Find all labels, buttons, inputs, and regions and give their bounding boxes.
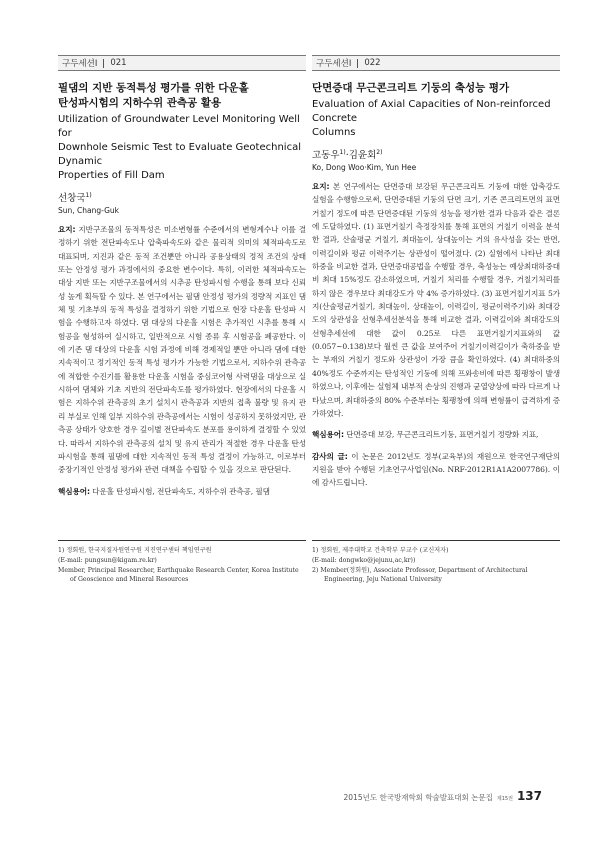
footnote: 2) Member(정회원), Associate Professor, Department of Architectural Engineering, Jeju National University: [312, 567, 528, 583]
author-name: 고동우: [312, 150, 340, 161]
page-number: 137: [516, 789, 542, 803]
title-line: Properties of Fill Dam: [58, 170, 165, 181]
divider: [357, 59, 358, 68]
article-title-ko: [58, 81, 306, 111]
session-tag: [58, 55, 306, 71]
article-title-en: [312, 98, 560, 140]
article-title-ko: [312, 81, 560, 96]
abstract-text: 본 연구에서는 단면증대 보강된 무근콘크리트 기둥에 대한 압축강도 실험을 수행함으로써, 단면증대된 기둥의 단면 크기, 기존 콘크리트면의 표면거칠기 정도에 따른 단면증대된 기둥의 성능을 평가한 결과 다음과 같은 결론에 도달하였다. (1) 표면거칠기 측정장치를 통해 표면의 거칠기 이력을 분석한 결과, 산술평균 거칠기, 최대높이, 상대높이는 거의 유사성을 갖는 반면, 이력길이와 평균 이력주기는 상관성이 떨어졌다. (2) 실험에서 나타난 최대하중을 비교한 결과, 단면증대공법을 수행할 경우, 축성능는 예상최대하중대비 최대 15%정도 감소하였으며, 거칠기 처리를 수행할 경우, 거칠기처리를 하지 않은 경우보다 최대강도가 약 4% 증가하였다. (3) 표면거칠기지표 5가지(산술평균거칠기, 최대높이, 상대높이, 이력길이, 평균이력주기)와 최대강도의 상관성을 선형추세선분석을 통해 비교한 결과, 이력길이와 최대강도의 선형추세선에 대한 값이 0.25로 다른 표면거칠기지표와의 값 (0.057~0.138)보다 월씬 큰 값을 보여주어 거칠기이력길이가 축하중을 받는 부재의 거칠기 정도와 상관성이 가장 큼을 확인하였다. (4) 최대하중의 40%정도 수준까지는 탄성적인 기둥에 의해 프와송비에 따른 횡팽창이 발생하였으나, 이후에는 실험체 내부적 손상의 진행과 균열양상에 따라 다르게 나타났으며, 최대하중의 80% 수준부터는 횡팽창에 의해 변형률이 급격하게 증가하였다.: [312, 182, 560, 418]
footnotes-left: [58, 540, 306, 585]
author-footnote-mark: 2): [376, 148, 383, 156]
proceedings-title: 2015년도 한국방재학회 학술발표대회 논문집: [343, 793, 493, 802]
abstract-text: 지반구조물의 동적특성은 미소변형률 수준에서의 변형계수나 이를 결정하기 위한 전단파속도나 압축파속도와 같은 물리적 의미의 체적파속도로 대표되며, 지진과 같은 동적 조건뿐만 아니라 공용상태의 정적 조건의 상태 또는 안정성 평가 과정에서의 중요한 변수이다. 특히, 이러한 체적파속도는 대상 지반 또는 지반구조물에서의 시추공 탄성파시험 수행을 통해 보다 신뢰성 높게 획득할 수 있다. 본 연구에서는 필댐 안정성 평가의 정량적 지표인 댐체 및 기초부의 동적 특성을 결정하기 위한 기법으로 현장 다운홀 탄성파 시험을 수행하고자 하였다. 댐 대상의 다운홀 시험은 추가적인 시추를 통해 시험공을 형성하여 실시하고, 일반적으로 시험 종류 후 시험공을 폐공한다. 이에 기존 댐 대상의 다운홀 시험 과정에 비해 경제적일 뿐만 아니라 댐에 대한 지속적이고 정기적인 동적 특성 평가가 가능한 기법으로서, 지하수위 관측공에 적합한 수진기를 활용한 다운홀 시험을 중심코어형 사력댐을 대상으로 실시하여 댐체와 기초 지반의 전단파속도를 평가하였다. 현장에서의 다운홀 시험은 지하수위 관측공의 초기 설치시 관측공과 지반의 접촉 불량 및 유지 관리 부실로 인해 일부 지하수위 관측공에서는 시험이 성공하지 못하였지만, 관측공 상태가 양호한 경우 깊이별 전단파속도 분포를 용이하게 결정할 수 있었다. 따라서 지하수위 관측공의 설치 및 유지 관리가 적절한 경우 다운홀 탄성파시험을 통해 필댐에 대한 지속적인 동적 특성 결정이 가능하고, 이로부터 중장기적인 안정성 평가와 관련 대책을 수립할 수 있을 것으로 판단된다.: [58, 225, 306, 475]
author-en: Ko, Dong Woo·Kim, Yun Hee: [312, 163, 417, 172]
abstract: [312, 180, 560, 420]
keywords-label: 핵심용어:: [312, 430, 344, 440]
footnote: 1) 정회원, 제주대학교 건축학부 부교수 (교신저자): [312, 547, 449, 554]
session-number: 022: [364, 58, 381, 68]
title-line: 탄성파시험의 지하수위 관측공 활용: [58, 97, 222, 109]
keywords-label: 핵심용어:: [58, 486, 90, 496]
footnote: (E-mail: dongwko@jejunu,ac,kr)): [312, 557, 416, 564]
footnote: Member, Principal Researcher, Earthquake Research Center, Korea Institute of Geoscience and Mineral Resources: [58, 567, 299, 583]
keywords: [58, 485, 306, 498]
title-line: Evaluation of Axial Capacities of Non-reinforced Concrete: [312, 99, 551, 124]
author-footnote-mark: 1): [85, 191, 92, 199]
session-label: 구두세션Ⅰ: [62, 59, 98, 69]
divider: [103, 59, 104, 68]
abstract-label: 요지:: [58, 225, 76, 234]
acknowledgement: [312, 450, 560, 490]
author-footnote-mark: 1): [339, 148, 346, 156]
session-label: 구두세션Ⅰ: [316, 59, 352, 69]
title-line: Utilization of Groundwater Level Monitoring Well for: [58, 114, 300, 139]
session-tag: [312, 55, 560, 71]
article-title-en: [58, 113, 306, 183]
footnotes-right: [312, 540, 560, 585]
author-ko: [58, 190, 306, 204]
footnote: (E-mail: pungsun@kigam.re.kr): [58, 557, 157, 564]
abstract: [58, 223, 306, 477]
left-article: [58, 55, 306, 498]
page-footer: [344, 789, 543, 803]
author-ko: [312, 147, 560, 161]
keywords-text: 단면증대 보강, 무근콘크리트기둥, 표면거칠기 정량화 지표,: [343, 430, 539, 440]
acknowledgement-text: 이 논문은 2012년도 정부(교육부)의 재원으로 한국연구재단의 지원을 받아 수행된 기초연구사업임(No. NRF-2012R1A1A2007786). 이에 감사드립니다.: [312, 451, 560, 488]
author-name: 선창국: [58, 193, 86, 204]
footnote: 1) 정회원, 한국지질자원연구원 지진연구센터 책임연구원: [58, 547, 212, 554]
acknowledgement-label: 감사의 글:: [312, 451, 348, 461]
keywords: [312, 428, 560, 441]
volume-label: 제15권: [496, 796, 513, 802]
author-name: ·김윤회: [345, 150, 377, 161]
title-line: Columns: [312, 127, 356, 138]
right-article: [312, 55, 560, 490]
keywords-text: 다운홀 탄성파시험, 전단파속도, 지하수위 관측공, 필댐: [89, 486, 270, 496]
session-number: 021: [110, 58, 127, 68]
title-line: 단면증대 무근콘크리트 기둥의 축성능 평가: [312, 82, 510, 94]
title-line: 필댐의 지반 동적특성 평가를 위한 다운홀: [58, 82, 249, 94]
abstract-label: 요지:: [312, 182, 330, 191]
author-en: Sun, Chang-Guk: [58, 206, 120, 215]
title-line: Downhole Seismic Test to Evaluate Geotechnical Dynamic: [58, 142, 301, 167]
